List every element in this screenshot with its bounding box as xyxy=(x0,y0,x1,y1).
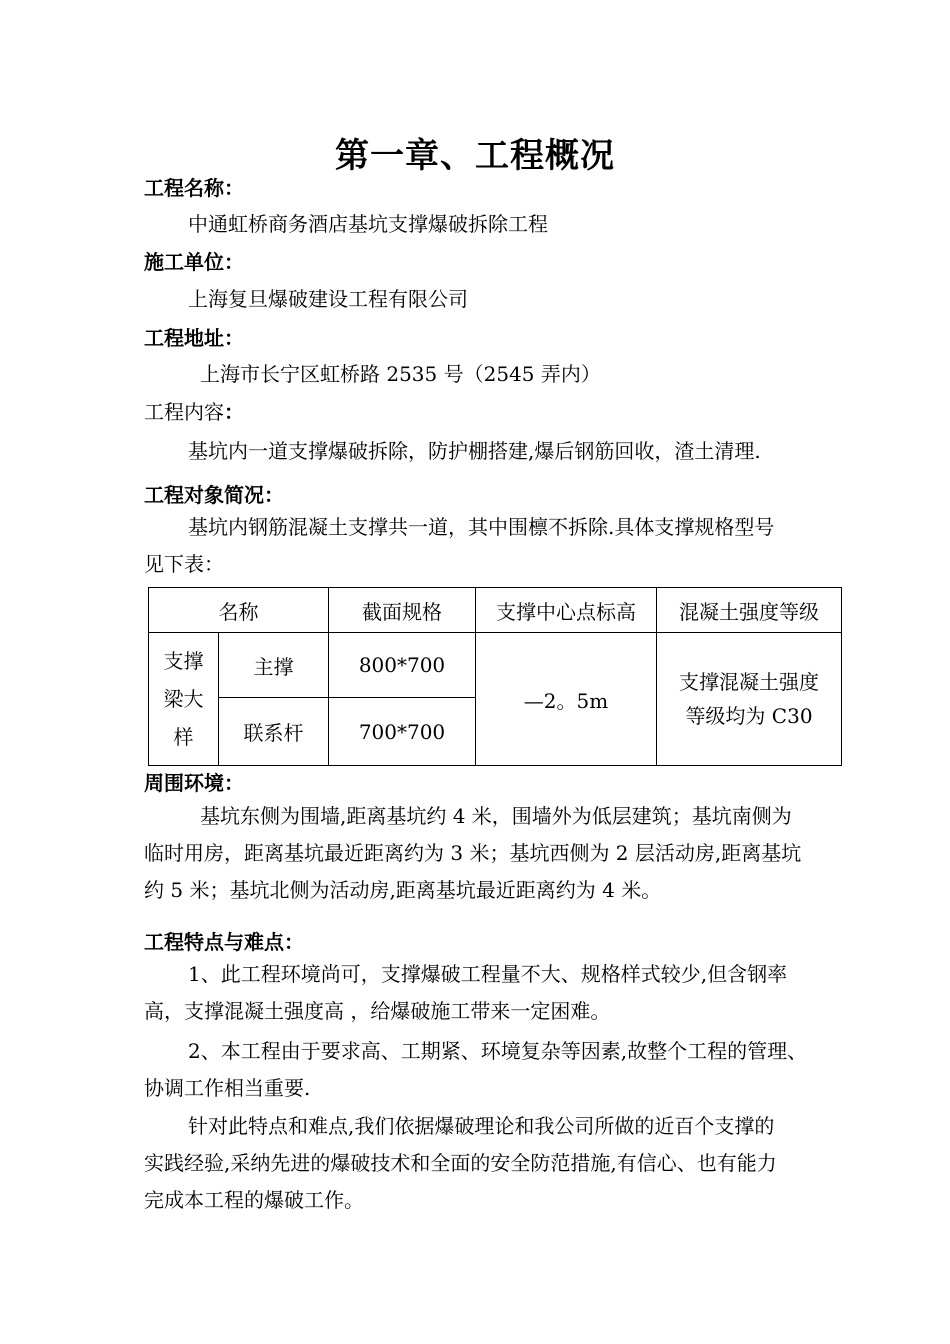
address-value: 上海市长宁区虹桥路 2535 号（2545 弄内） xyxy=(200,362,601,386)
group-line: 梁大 xyxy=(163,687,204,711)
chapter-title: 第一章、工程概况 xyxy=(335,136,615,176)
surroundings-line: 约 5 米；基坑北侧为活动房,距离基坑最近距离约为 4 米。 xyxy=(144,878,662,902)
contractor-value: 上海复旦爆破建设工程有限公司 xyxy=(188,287,468,311)
strength-line: 支撑混凝土强度 xyxy=(679,670,819,694)
features-paragraph-1 xyxy=(144,956,844,1030)
elevation-cell: —2。5m xyxy=(476,633,657,766)
table-row xyxy=(149,633,842,698)
features-label: 工程特点与难点： xyxy=(144,930,304,954)
features-line: 完成本工程的爆破工作。 xyxy=(144,1188,364,1212)
project-name-value: 中通虹桥商务酒店基坑支撑爆破拆除工程 xyxy=(188,212,548,236)
object-overview-text xyxy=(144,509,844,583)
support-spec-table xyxy=(148,587,842,766)
content-value: 基坑内一道支撑爆破拆除，防护棚搭建,爆后钢筋回收，渣土清理. xyxy=(188,439,761,463)
features-line: 实践经验,采纳先进的爆破技术和全面的安全防范措施,有信心、也有能力 xyxy=(144,1151,777,1175)
row-name: 联系杆 xyxy=(219,698,329,766)
content-label-text: 工程内容 xyxy=(144,400,224,424)
row-spec: 800*700 xyxy=(329,633,476,698)
group-line: 支撑 xyxy=(163,649,204,673)
features-paragraph-3 xyxy=(144,1108,844,1219)
features-line: 协调工作相当重要. xyxy=(144,1076,311,1100)
object-overview-line: 见下表： xyxy=(144,552,224,576)
object-overview-label: 工程对象简况： xyxy=(144,483,284,507)
features-line: 高，支撑混凝土强度高 ，给爆破施工带来一定困难。 xyxy=(144,999,611,1023)
surroundings-line: 基坑东侧为围墙,距离基坑约 4 米，围墙外为低层建筑；基坑南侧为 xyxy=(200,804,792,828)
header-section-spec: 截面规格 xyxy=(329,588,476,633)
surroundings-line: 临时用房，距离基坑最近距离约为 3 米；基坑西侧为 2 层活动房,距离基坑 xyxy=(144,841,802,865)
contractor-label: 施工单位： xyxy=(144,250,244,274)
strength-line: 等级均为 C30 xyxy=(685,704,813,728)
features-line: 针对此特点和难点,我们依据爆破理论和我公司所做的近百个支撑的 xyxy=(188,1114,775,1138)
row-name: 主撑 xyxy=(219,633,329,698)
strength-cell xyxy=(657,633,842,766)
features-line: 2、本工程由于要求高、工期紧、环境复杂等因素,故整个工程的管理、 xyxy=(188,1039,808,1063)
features-paragraph-2 xyxy=(144,1033,844,1107)
content-label xyxy=(144,396,244,425)
address-label: 工程地址： xyxy=(144,326,244,350)
object-overview-line: 基坑内钢筋混凝土支撑共一道，其中围檩不拆除.具体支撑规格型号 xyxy=(188,515,775,539)
table-header-row xyxy=(149,588,842,633)
surroundings-label: 周围环境： xyxy=(144,771,244,795)
header-name: 名称 xyxy=(149,588,329,633)
header-concrete-grade: 混凝土强度等级 xyxy=(657,588,842,633)
surroundings-text xyxy=(144,798,844,909)
header-center-elevation: 支撑中心点标高 xyxy=(476,588,657,633)
group-cell xyxy=(149,633,219,766)
content-label-colon: ： xyxy=(224,400,244,424)
group-line: 样 xyxy=(173,725,194,749)
features-line: 1、此工程环境尚可，支撑爆破工程量不大、规格样式较少,但含钢率 xyxy=(188,962,788,986)
row-spec: 700*700 xyxy=(329,698,476,766)
project-name-label: 工程名称： xyxy=(144,176,244,200)
